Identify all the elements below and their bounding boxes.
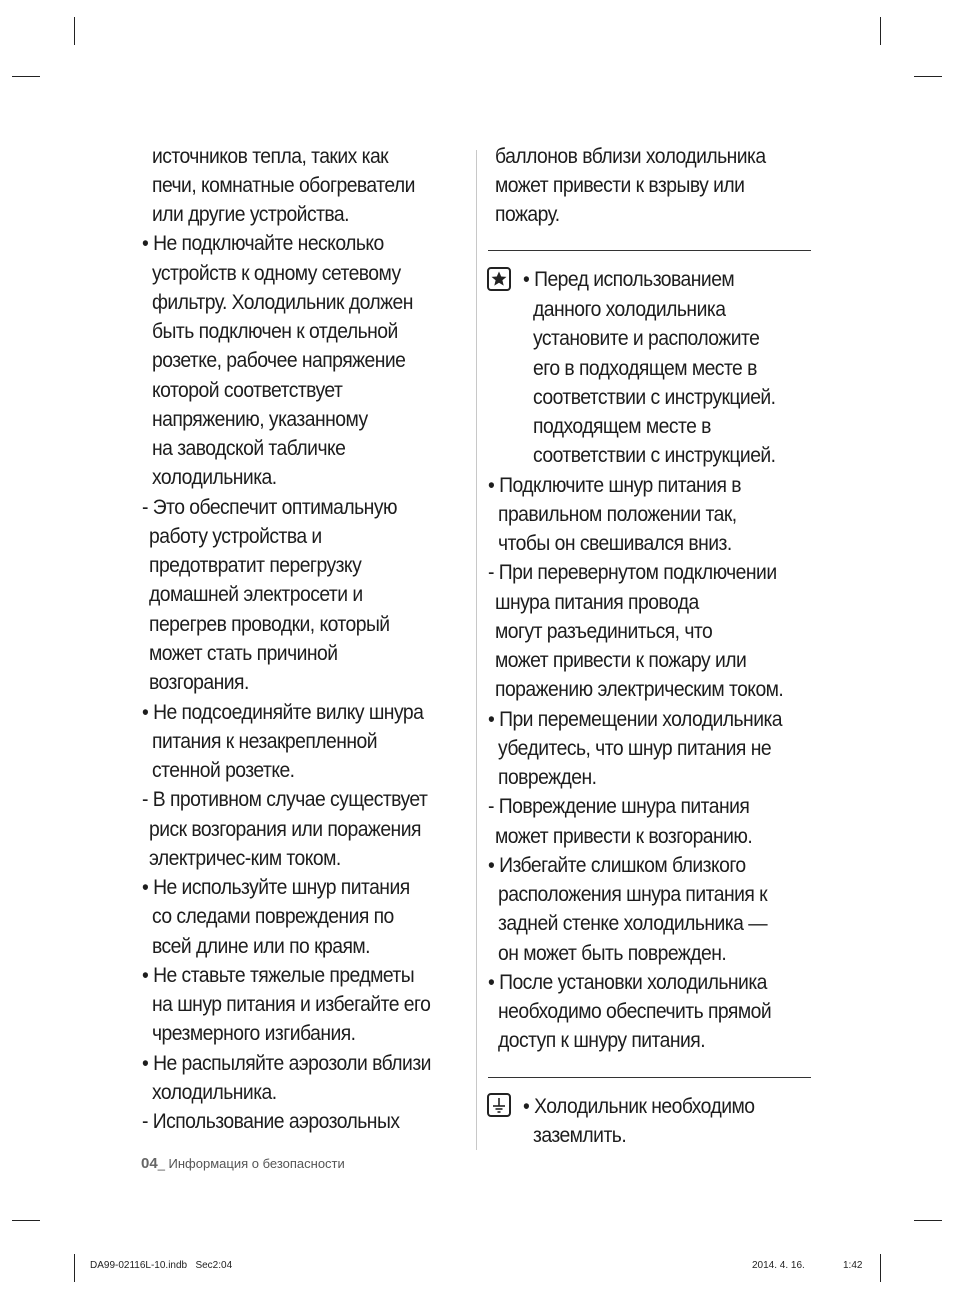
crop-mark [74, 1254, 75, 1282]
text-line: источников тепла, таких как [152, 144, 389, 168]
crop-mark [12, 1220, 40, 1221]
dash-item: - В противном случае существует [142, 787, 428, 811]
text-line: могут разъединиться, что [495, 619, 713, 643]
text-line: поражению электрическим током. [495, 677, 784, 701]
text-line: работу устройства и [149, 524, 322, 548]
ground-icon [487, 1093, 511, 1117]
text-line: предотвратит перегрузку [149, 553, 362, 577]
text-line: может стать причиной [149, 641, 338, 665]
text-line: установите и расположите [533, 326, 760, 350]
star-icon [487, 267, 511, 291]
text-line: чрезмерного изгибания. [152, 1021, 356, 1045]
text-line: печи, комнатные обогреватели [152, 173, 415, 197]
text-line: со следами повреждения по [152, 904, 394, 928]
text-line: убедитесь, что шнур питания не [498, 736, 772, 760]
text-line: может привести к возгоранию. [495, 824, 753, 848]
crop-mark [914, 1220, 942, 1221]
section-rule [488, 1077, 811, 1078]
text-line: необходимо обеспечить прямой [498, 999, 772, 1023]
bullet-item: • Не подсоединяйте вилку шнура [142, 700, 424, 724]
text-line: он может быть поврежден. [498, 941, 727, 965]
crop-mark [880, 1254, 881, 1282]
text-line: домашней электросети и [149, 582, 363, 606]
text-line: на заводской табличке [152, 436, 346, 460]
text-line: может привести к пожару или [495, 648, 747, 672]
text-line: соответствии с инструкцией. [533, 385, 776, 409]
bullet-item: • Не ставьте тяжелые предметы [142, 963, 415, 987]
text-line: или другие устройства. [152, 202, 349, 226]
text-line: холодильника. [152, 465, 277, 489]
text-line: правильном положении так, [498, 502, 737, 526]
text-line: задней стенке холодильника — [498, 911, 768, 935]
bullet-item: • Избегайте слишком близкого [488, 853, 746, 877]
text-line: шнура питания провода [495, 590, 699, 614]
print-time: 1:42 [843, 1260, 863, 1271]
text-line: напряжению, указанному [152, 407, 368, 431]
crop-mark [12, 76, 40, 77]
print-date: 2014. 4. 16. [752, 1260, 805, 1271]
text-line: розетке, рабочее напряжение [152, 348, 406, 372]
crop-mark [880, 17, 881, 45]
print-file-info: DA99-02116L-10.indb Sec2:04 [90, 1260, 233, 1271]
crop-mark [74, 17, 75, 45]
bullet-item: • Не используйте шнур питания [142, 875, 410, 899]
section-title: _ Информация о безопасности [157, 1156, 345, 1171]
text-line: пожару. [495, 202, 560, 226]
column-divider [476, 150, 477, 1150]
dash-item: - При перевернутом подключении [488, 560, 777, 584]
text-line: заземлить. [533, 1123, 627, 1147]
text-line: чтобы он свешивался вниз. [498, 531, 732, 555]
text-line: данного холодильника [533, 297, 726, 321]
dash-item: - Это обеспечит оптимальную [142, 495, 397, 519]
text-line: устройств к одному сетевому [152, 261, 401, 285]
page-footer [141, 1155, 345, 1172]
text-line: расположения шнура питания к [498, 882, 768, 906]
text-line: всей длине или по краям. [152, 934, 370, 958]
bullet-item: • После установки холодильника [488, 970, 767, 994]
bullet-item: • Не подключайте несколько [142, 231, 384, 255]
bullet-item: • Перед использованием [523, 267, 735, 291]
text-line: его в подходящем месте в [533, 356, 757, 380]
text-line: холодильника. [152, 1080, 277, 1104]
dash-item: - Использование аэрозольных [142, 1109, 400, 1133]
bullet-item: • Холодильник необходимо [523, 1094, 755, 1118]
text-line: поврежден. [498, 765, 597, 789]
section-rule [488, 250, 811, 251]
bullet-item: • Не распыляйте аэрозоли вблизи [142, 1051, 431, 1075]
text-line: перегрев проводки, который [149, 612, 390, 636]
bullet-item: • При перемещении холодильника [488, 707, 783, 731]
text-line: питания к незакрепленной [152, 729, 378, 753]
text-line: может привести к взрыву или [495, 173, 745, 197]
text-line: на шнур питания и избегайте его [152, 992, 431, 1016]
text-line: быть подключен к отдельной [152, 319, 398, 343]
page-number: 04 [141, 1155, 158, 1172]
text-line: подходящем месте в [533, 414, 711, 438]
text-line: баллонов вблизи холодильника [495, 144, 766, 168]
text-line: фильтру. Холодильник должен [152, 290, 413, 314]
text-line: электричес-ким током. [149, 846, 341, 870]
text-line: которой соответствует [152, 378, 343, 402]
bullet-item: • Подключите шнур питания в [488, 473, 741, 497]
text-line: стенной розетке. [152, 758, 295, 782]
text-line: риск возгорания или поражения [149, 817, 421, 841]
dash-item: - Повреждение шнура питания [488, 794, 750, 818]
crop-mark [914, 76, 942, 77]
text-line: доступ к шнуру питания. [498, 1028, 706, 1052]
text-line: возгорания. [149, 670, 249, 694]
text-line: соответствии с инструкцией. [533, 443, 776, 467]
